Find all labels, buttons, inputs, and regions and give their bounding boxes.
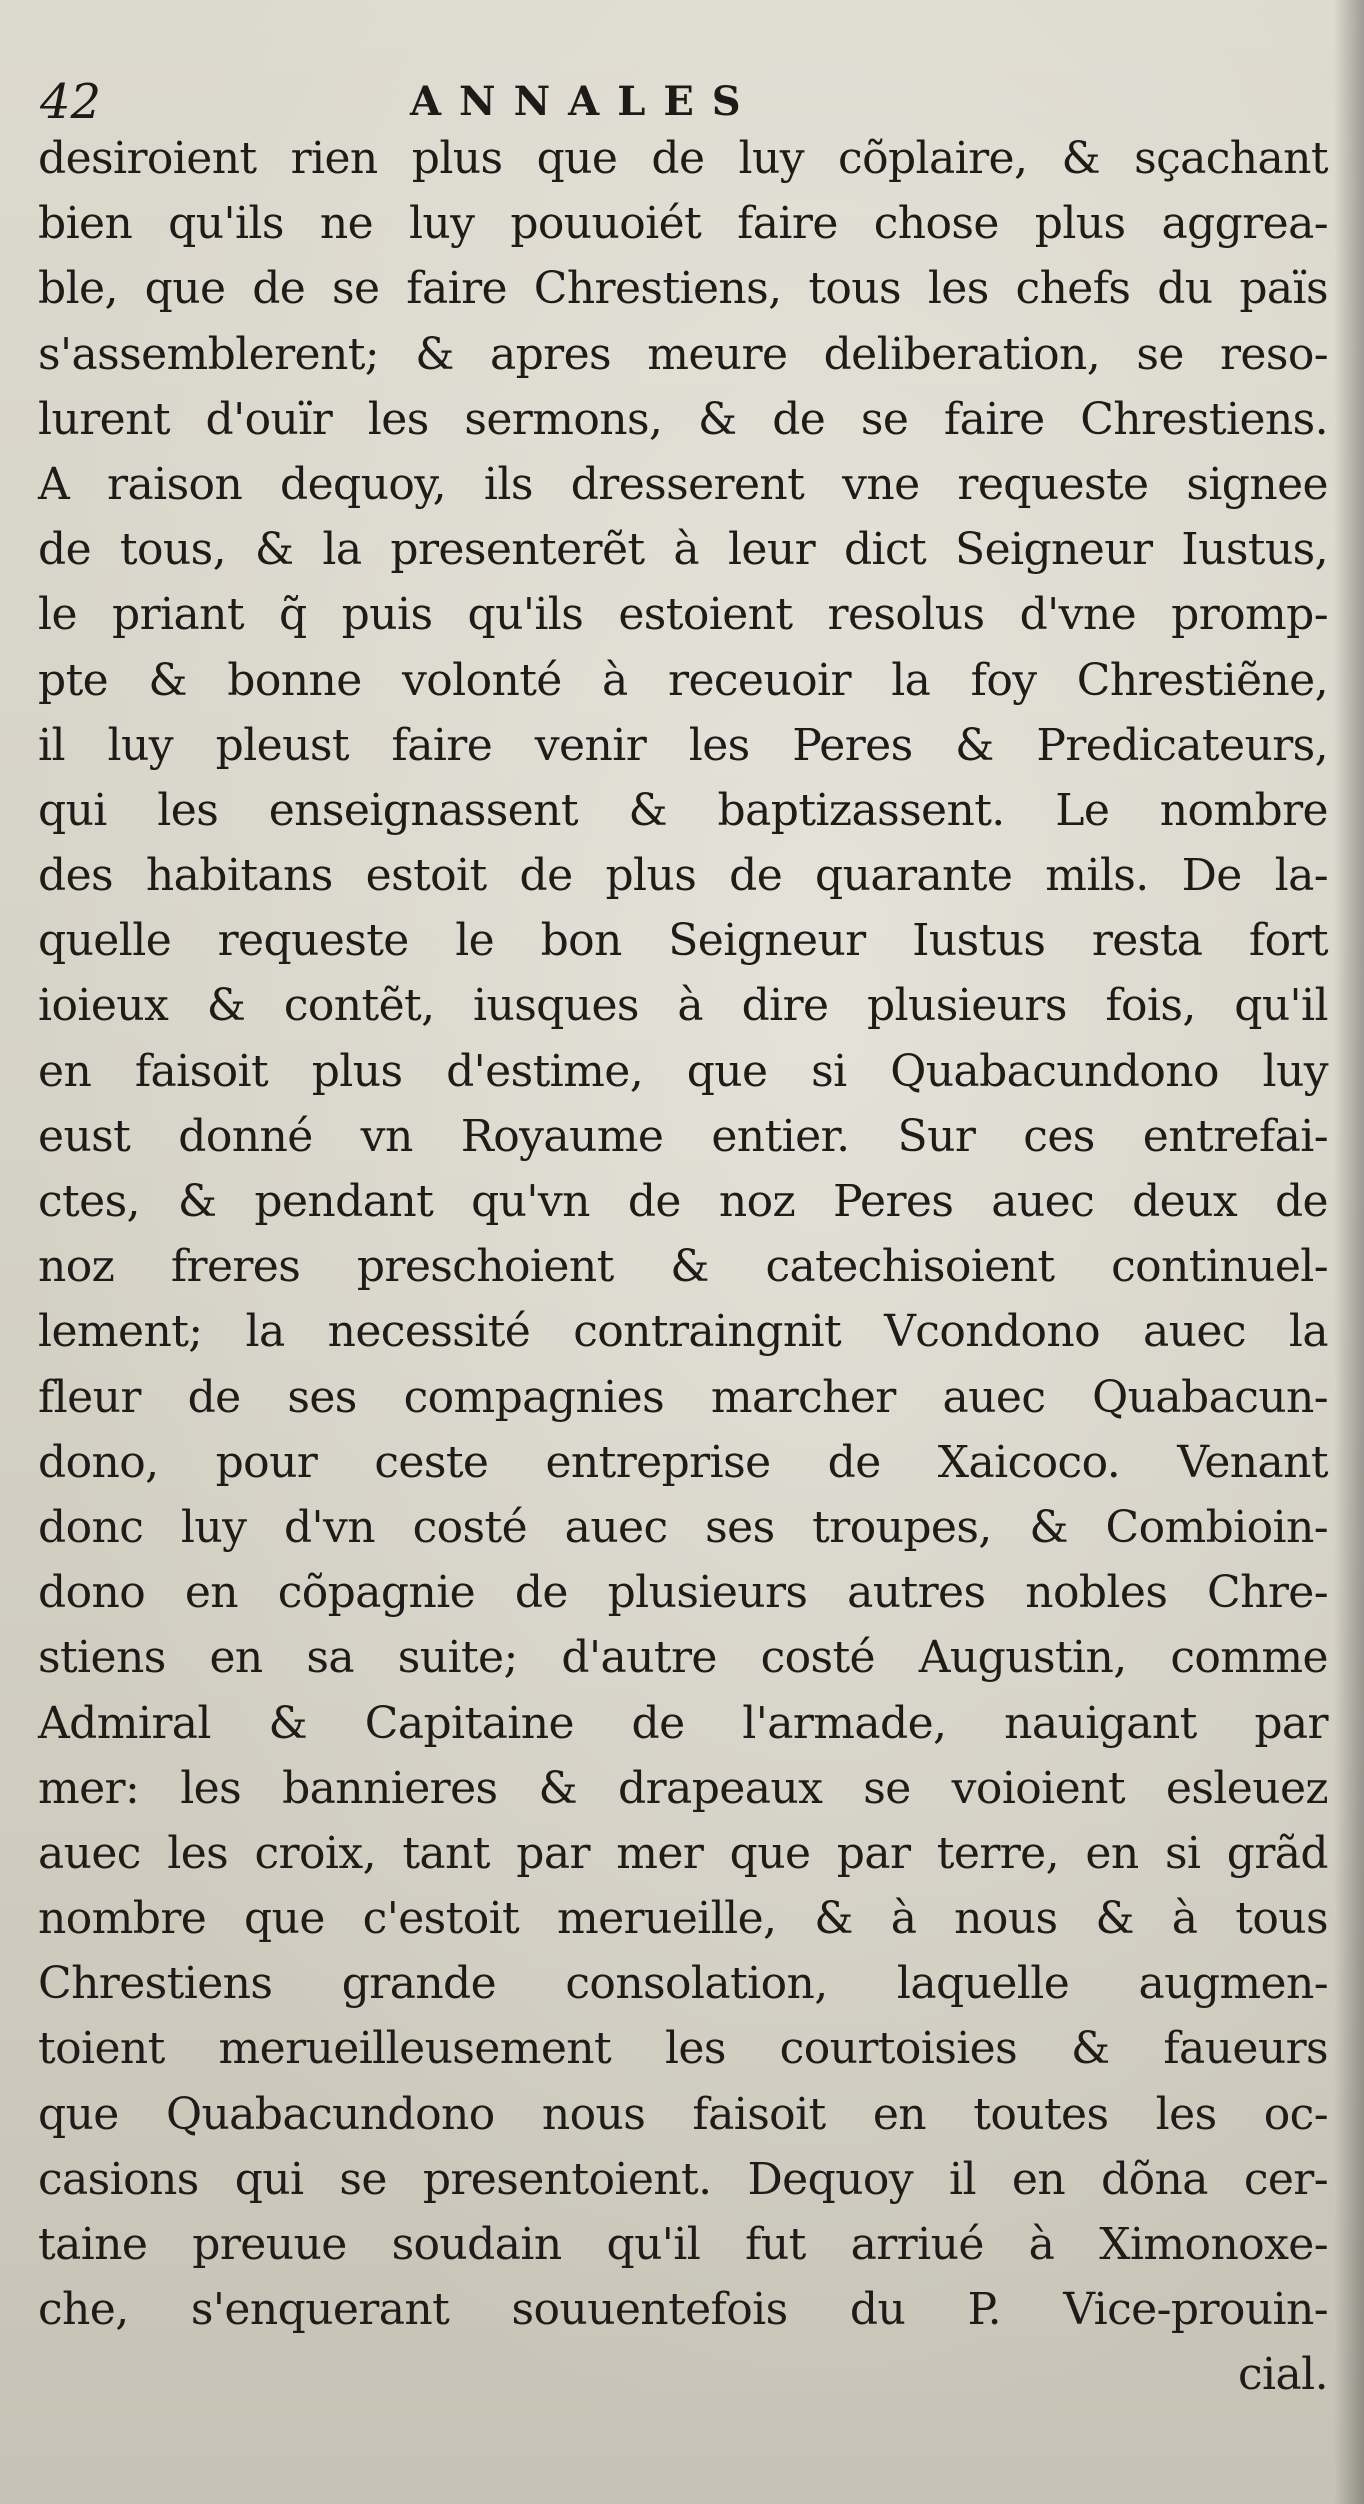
- text-line: Chrestiens grande consolation, laquelle augmen-: [38, 1958, 1328, 2010]
- text-line: nombre que c'estoit merueille, & à nous & à tous: [38, 1893, 1328, 1945]
- text-line: che, s'enquerant souuentefois du P. Vice-prouin-: [38, 2284, 1328, 2336]
- text-line: le priant q̃ puis qu'ils estoient resolus d'vne promp-: [38, 589, 1328, 641]
- text-line: desiroient rien plus que de luy cõplaire, & sçachant: [38, 133, 1328, 184]
- text-line: dono en cõpagnie de plusieurs autres nobles Chre-: [38, 1567, 1328, 1619]
- text-line: auec les croix, tant par mer que par terre, en si grãd: [38, 1827, 1328, 1879]
- text-line: A raison dequoy, ils dresserent vne requeste signee: [38, 458, 1328, 510]
- text-line: lurent d'ouïr les sermons, & de se faire Chrestiens.: [38, 393, 1328, 445]
- text-line: s'assemblerent; & apres meure deliberation, se reso-: [38, 328, 1328, 380]
- text-line: stiens en sa suite; d'autre costé Augustin, comme: [38, 1632, 1328, 1684]
- text-line: ctes, & pendant qu'vn de noz Peres auec deux de: [38, 1176, 1328, 1227]
- text-line: qui les enseignassent & baptizassent. Le nombre: [38, 784, 1328, 836]
- catchword: cial.: [1237, 2349, 1328, 2401]
- text-line: taine preuue soudain qu'il fut arriué à Ximonoxe-: [38, 2219, 1328, 2270]
- text-line: des habitans estoit de plus de quarante mils. De la-: [38, 850, 1328, 902]
- body-text: [38, 126, 1328, 2408]
- text-line: bien qu'ils ne luy pouuoiét faire chose plus aggrea-: [38, 198, 1328, 250]
- text-line: casions qui se presentoient. Dequoy il en dõna cer-: [38, 2153, 1328, 2205]
- text-line: eust donné vn Royaume entier. Sur ces entrefai-: [38, 1110, 1328, 1162]
- text-line: ioieux & contẽt, iusques à dire plusieurs fois, qu'il: [38, 980, 1328, 1032]
- text-line: pte & bonne volonté à receuoir la foy Chrestiẽne,: [38, 654, 1328, 706]
- text-line: donc luy d'vn costé auec ses troupes, & Combioin-: [38, 1501, 1328, 1553]
- text-line: il luy pleust faire venir les Peres & Predicateurs,: [38, 719, 1328, 771]
- running-head: [0, 72, 1364, 132]
- text-line: fleur de ses compagnies marcher auec Quabacun-: [38, 1371, 1328, 1423]
- text-line: quelle requeste le bon Seigneur Iustus resta fort: [38, 915, 1328, 967]
- text-line: en faisoit plus d'estime, que si Quabacundono luy: [38, 1045, 1328, 1097]
- text-line: mer: les bannieres & drapeaux se voioient esleuez: [38, 1762, 1328, 1814]
- text-line: lement; la necessité contraingnit Vcondono auec la: [38, 1306, 1328, 1358]
- text-line: noz freres preschoient & catechisoient continuel-: [38, 1241, 1328, 1293]
- text-line: ble, que de se faire Chrestiens, tous les chefs du païs: [38, 263, 1328, 315]
- text-line: Admiral & Capitaine de l'armade, nauigant par: [38, 1697, 1328, 1749]
- page-number: 42: [40, 74, 102, 130]
- text-line: toient merueilleusement les courtoisies & faueurs: [38, 2023, 1328, 2075]
- text-line: que Quabacundono nous faisoit en toutes les oc-: [38, 2088, 1328, 2140]
- text-line: de tous, & la presenterẽt à leur dict Seigneur Iustus,: [38, 524, 1328, 576]
- running-title: ANNALES: [410, 78, 759, 125]
- text-line: dono, pour ceste entreprise de Xaicoco. Venant: [38, 1436, 1328, 1488]
